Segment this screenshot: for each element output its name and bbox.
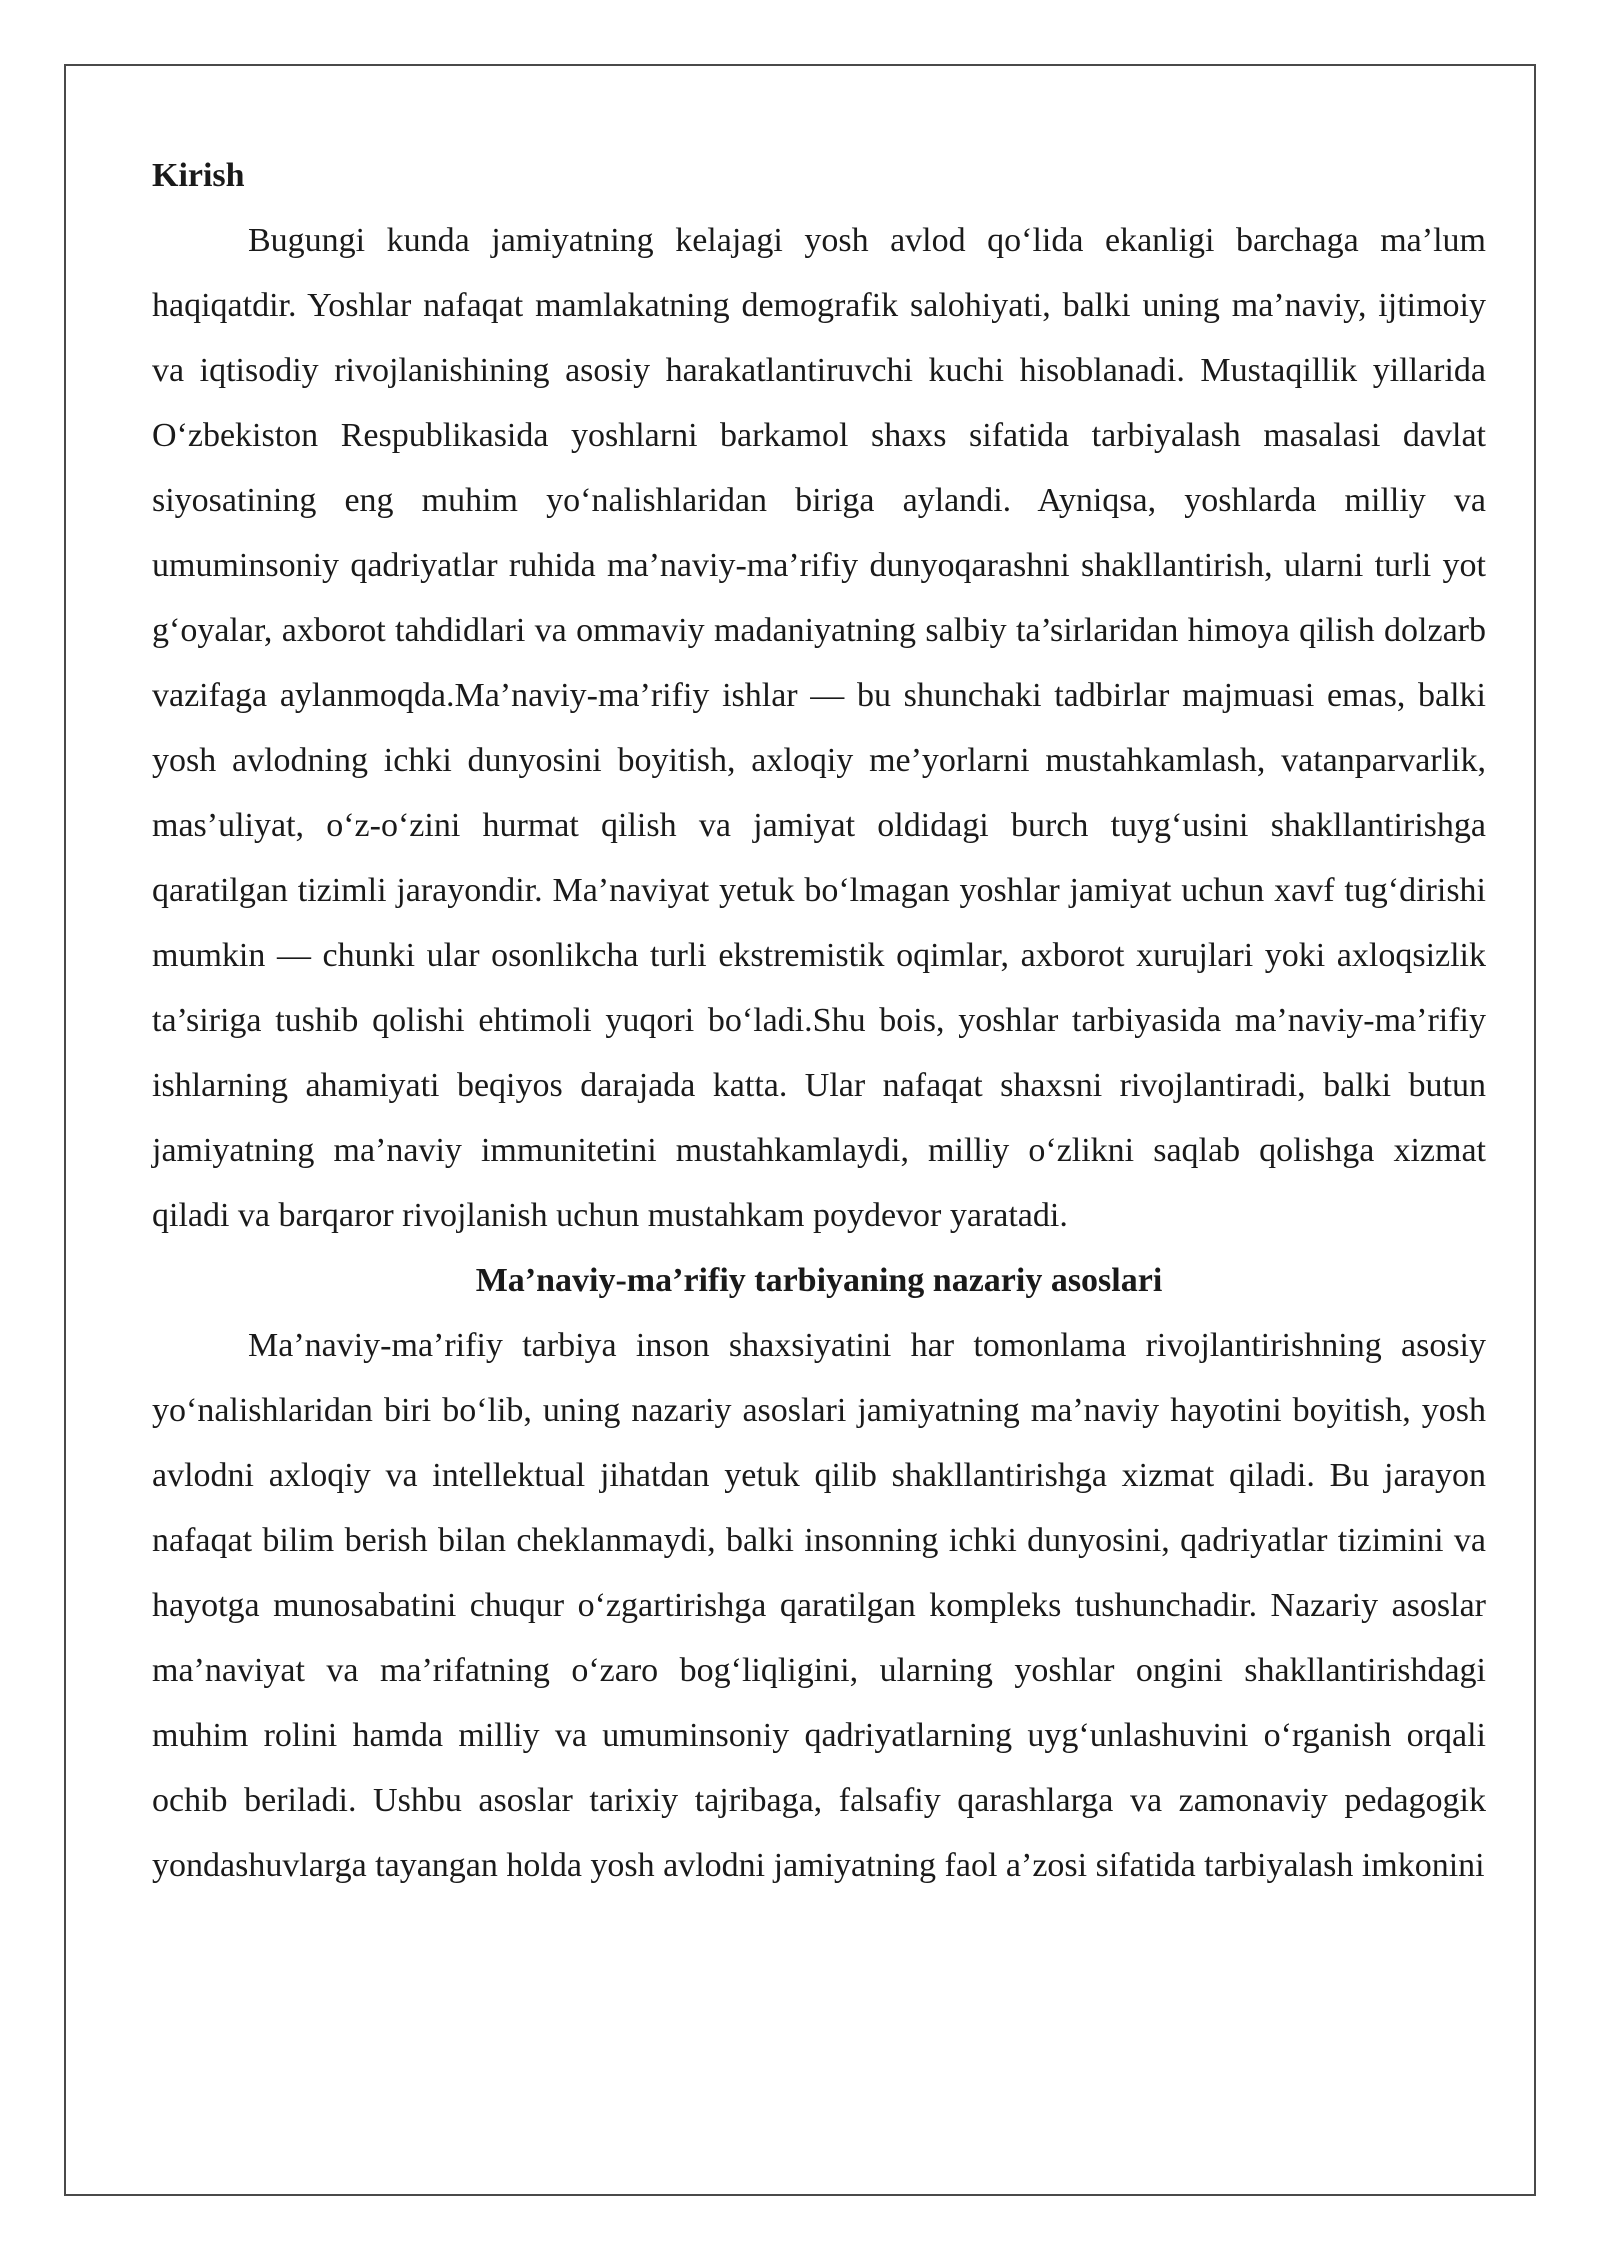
section-heading: Ma’naviy-ma’rifiy tarbiyaning nazariy asoslari [475, 1262, 1163, 1299]
document-body [152, 143, 1486, 1898]
section-paragraph: Ma’naviy-ma’rifiy tarbiya inson shaxsiyatini har tomonlama rivojlantirishning asosiy yo‘nalishlaridan biri bo‘lib, uning nazariy asoslari jamiyatning ma’naviy hayotini boyitish, yosh avlodni axloqiy va intellektual jihatdan yetuk qilib shakllantirishga xizmat qiladi. Bu jarayon nafaqat bilim berish bilan cheklanmaydi, balki insonning ichki dunyosini, qadriyatlar tizimini va hayotga munosabatini chuqur o‘zgartirishga qaratilgan kompleks tushunchadir. Nazariy asoslar ma’naviyat va ma’rifatning o‘zaro bog‘liqligini, ularning yoshlar ongini shakllantirishdagi muhim rolini hamda milliy va umuminsoniy qadriyatlarning uyg‘unlashuvini o‘rganish orqali ochib beriladi. Ushbu asoslar tarixiy tajribaga, falsafiy qarashlarga va zamonaviy pedagogik yondashuvlarga tayangan holda yosh avlodni jamiyatning faol a’zosi sifatida tarbiyalash imkonini [152, 1327, 1486, 1884]
intro-heading: Kirish [152, 157, 245, 194]
intro-paragraph: Bugungi kunda jamiyatning kelajagi yosh avlod qo‘lida ekanligi barchaga ma’lum haqiqatdir. Yoshlar nafaqat mamlakatning demografik salohiyati, balki uning ma’naviy, ijtimoiy va iqtisodiy rivojlanishining asosiy harakatlantiruvchi kuchi hisoblanadi. Mustaqillik yillarida O‘zbekiston Respublikasida yoshlarni barkamol shaxs sifatida tarbiyalash masalasi davlat siyosatining eng muhim yo‘nalishlaridan biriga aylandi. Ayniqsa, yoshlarda milliy va umuminsoniy qadriyatlar ruhida ma’naviy-ma’rifiy dunyoqarashni shakllantirish, ularni turli yot g‘oyalar, axborot tahdidlari va ommaviy madaniyatning salbiy ta’sirlaridan himoya qilish dolzarb vazifaga aylanmoqda.Ma’naviy-ma’rifiy ishlar — bu shunchaki tadbirlar majmuasi emas, balki yosh avlodning ichki dunyosini boyitish, axloqiy me’yorlarni mustahkamlash, vatanparvarlik, mas’uliyat, o‘z-o‘zini hurmat qilish va jamiyat oldidagi burch tuyg‘usini shakllantirishga qaratilgan tizimli jarayondir. Ma’naviyat yetuk bo‘lmagan yoshlar jamiyat uchun xavf tug‘dirishi mumkin — chunki ular osonlikcha turli ekstremistik oqimlar, axborot xurujlari yoki axloqsizlik ta’siriga tushib qolishi ehtimoli yuqori bo‘ladi.Shu bois, yoshlar tarbiyasida ma’naviy-ma’rifiy ishlarning ahamiyati beqiyos darajada katta. Ular nafaqat shaxsni rivojlantiradi, balki butun jamiyatning ma’naviy immunitetini mustahkamlaydi, milliy o‘zlikni saqlab qolishga xizmat qiladi va barqaror rivojlanish uchun mustahkam poydevor yaratadi. [152, 222, 1486, 1234]
